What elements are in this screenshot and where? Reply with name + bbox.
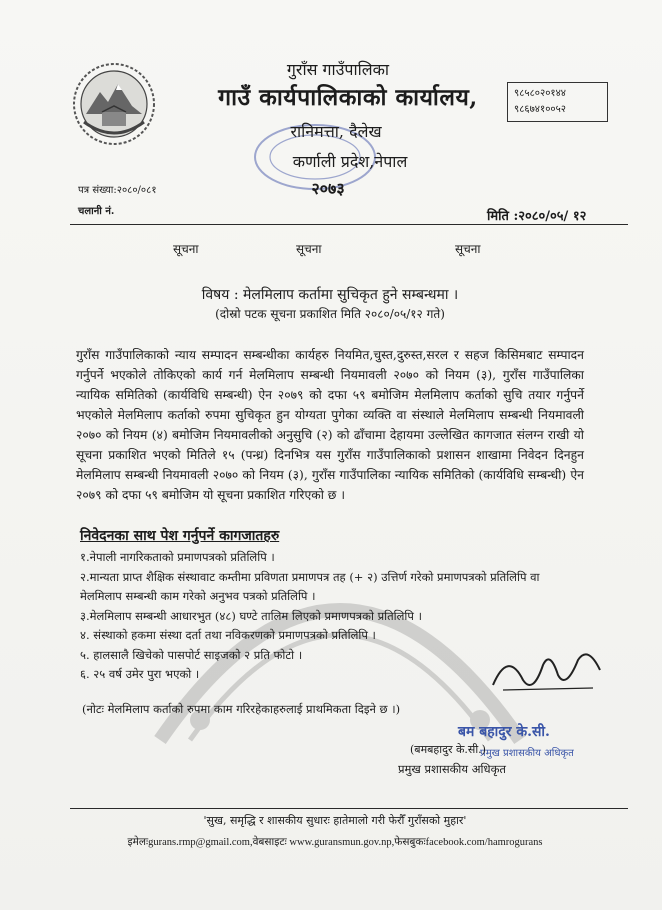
- header-divider: [70, 224, 628, 225]
- subject-line: विषय : मेलमिलाप कर्तामा सुचिकृत हुने सम्बन्धमा ।: [201, 287, 459, 303]
- reference-number: पत्र संख्या:२०८०/०८१: [78, 185, 157, 196]
- phone-box: [507, 82, 608, 122]
- list-item: २.मान्यता प्राप्त शैक्षिक संस्थावाट कम्तीमा प्रविणता प्रमाणपत्र तह (+ २) उत्तिर्ण गरेको प्रमाणपत्रको प्रतिलिपि वा मेलमिलाप सम्बन्धी काम गरेको अनुभव पत्रको प्रतिलिपि ।: [80, 569, 540, 603]
- dispatch-number: चलानी नं.: [78, 206, 115, 217]
- footer-contact: इमेलःgurans.rmp@gmail.com,वेबसाइटः www.guransmun.gov.np,फेसबुकःfacebook.com/hamrogurans: [127, 837, 543, 848]
- notice-word: सूचना: [296, 242, 322, 256]
- signature-icon: [488, 640, 608, 700]
- phone-number: ९८५८०२०१४४: [514, 88, 566, 99]
- footer-divider: [70, 808, 628, 809]
- subject-note: (दोस्रो पटक सूचना प्रकाशित मिति २०८०/०५/१२ गते): [215, 307, 445, 321]
- notice-word: सूचना: [173, 242, 199, 256]
- office-title: गाउँ कार्यपालिकाको कार्यालय,: [218, 84, 478, 111]
- documents-heading: निवेदनका साथ पेश गर्नुपर्ने कागजातहरु: [80, 528, 280, 544]
- list-item: ३.मेलमिलाप सम्बन्धी आधारभुत (४८) घण्टे तालिम लिएको प्रमाणपत्रको प्रतिलिपि ।: [80, 608, 422, 623]
- office-location: रानिमत्ता, दैलेख: [290, 122, 382, 141]
- notice-word: सूचना: [455, 242, 481, 256]
- list-item: ५. हालसालै खिचेको पासपोर्ट साइजको २ प्रति फोटो ।: [80, 647, 303, 662]
- stamp-name: बम बहादुर के.सी.: [458, 724, 550, 740]
- signatory-role: प्रमुख प्रशासकीय अधिकृत: [398, 762, 506, 776]
- signatory-name: (बमबहादुर के.सी.): [410, 743, 486, 756]
- nepal-emblem-icon: [72, 62, 156, 146]
- office-province: कर्णाली प्रदेश,नेपाल: [292, 152, 408, 171]
- municipality-name: गुराँस गाउँपालिका: [286, 60, 390, 79]
- list-item: १.नेपाली नागरिकताको प्रमाणपत्रको प्रतिलिपि ।: [80, 550, 275, 564]
- notice-body: गुराँस गाउँपालिकाको न्याय सम्पादन सम्बन्धीका कार्यहरु नियमित,चुस्त,दुरुस्त,सरल र सहज किसिमबाट सम्पादन गर्नुपर्ने भएकोले तोकिएको कार्य गर्न मेलमिलाप सम्बन्धी नियमावली २०७० को नियम (३), गुराँस गाउँपालिका न्यायिक समितिको (कार्यविधि सम्बन्धी) ऐन २०७९ को दफा ५९ बमोजिम मेलमिलाप कर्ताको सुचि तयार गर्नुपर्ने भएकोले मेलमिलाप कर्ताको रुपमा सुचिकृत हुन योग्यता पुगेका व्यक्ति वा संस्थाले मेलमिलाप सम्बन्धी नियमावली २०७० को नियम (४) बमोजिम नियमावलीको अनुसुचि (२) को ढाँचामा देहायमा उल्लेखित कागजात संलग्न राखी यो सूचना प्रकाशित भएको मितिले १५ (पन्ध्र) दिनभित्र यस गुराँस गाउँपालिकाको प्रशासन शाखामा निवेदन दिनहुन मेलमिलाप सम्बन्धी नियमावली २०७० को नियम (३), गुराँस गाउँपालिका न्यायिक समितिको (कार्यविधि सम्बन्धी) ऐन २०७९ को दफा ५९ बमोजिम यो सूचना प्रकाशित गरिएको छ ।: [76, 348, 584, 502]
- letter-date: मिति :२०८०/०५/ १२: [487, 209, 587, 224]
- list-item: ६. २५ वर्ष उमेर पुरा भएको ।: [80, 667, 200, 681]
- established-year: २०७३: [311, 179, 345, 198]
- stamp-title: प्रमुख प्रशासकीय अधिकृत: [480, 748, 574, 759]
- phone-number: ९८६७४१००५२: [514, 104, 566, 115]
- list-item: ४. संस्थाको हकमा संस्था दर्ता तथा नविकरणको प्रमाणपत्रको प्रतिलिपि ।: [80, 628, 376, 642]
- footer-motto: 'सुख, समृद्धि र शासकीय सुधारः हातेमालो गरी फेरौँ गुराँसको मुहार': [203, 814, 467, 827]
- priority-note: (नोटः मेलमिलाप कर्ताको रुपमा काम गरिरहेकाहरुलाई प्राथमिकता दिइने छ ।): [82, 702, 401, 716]
